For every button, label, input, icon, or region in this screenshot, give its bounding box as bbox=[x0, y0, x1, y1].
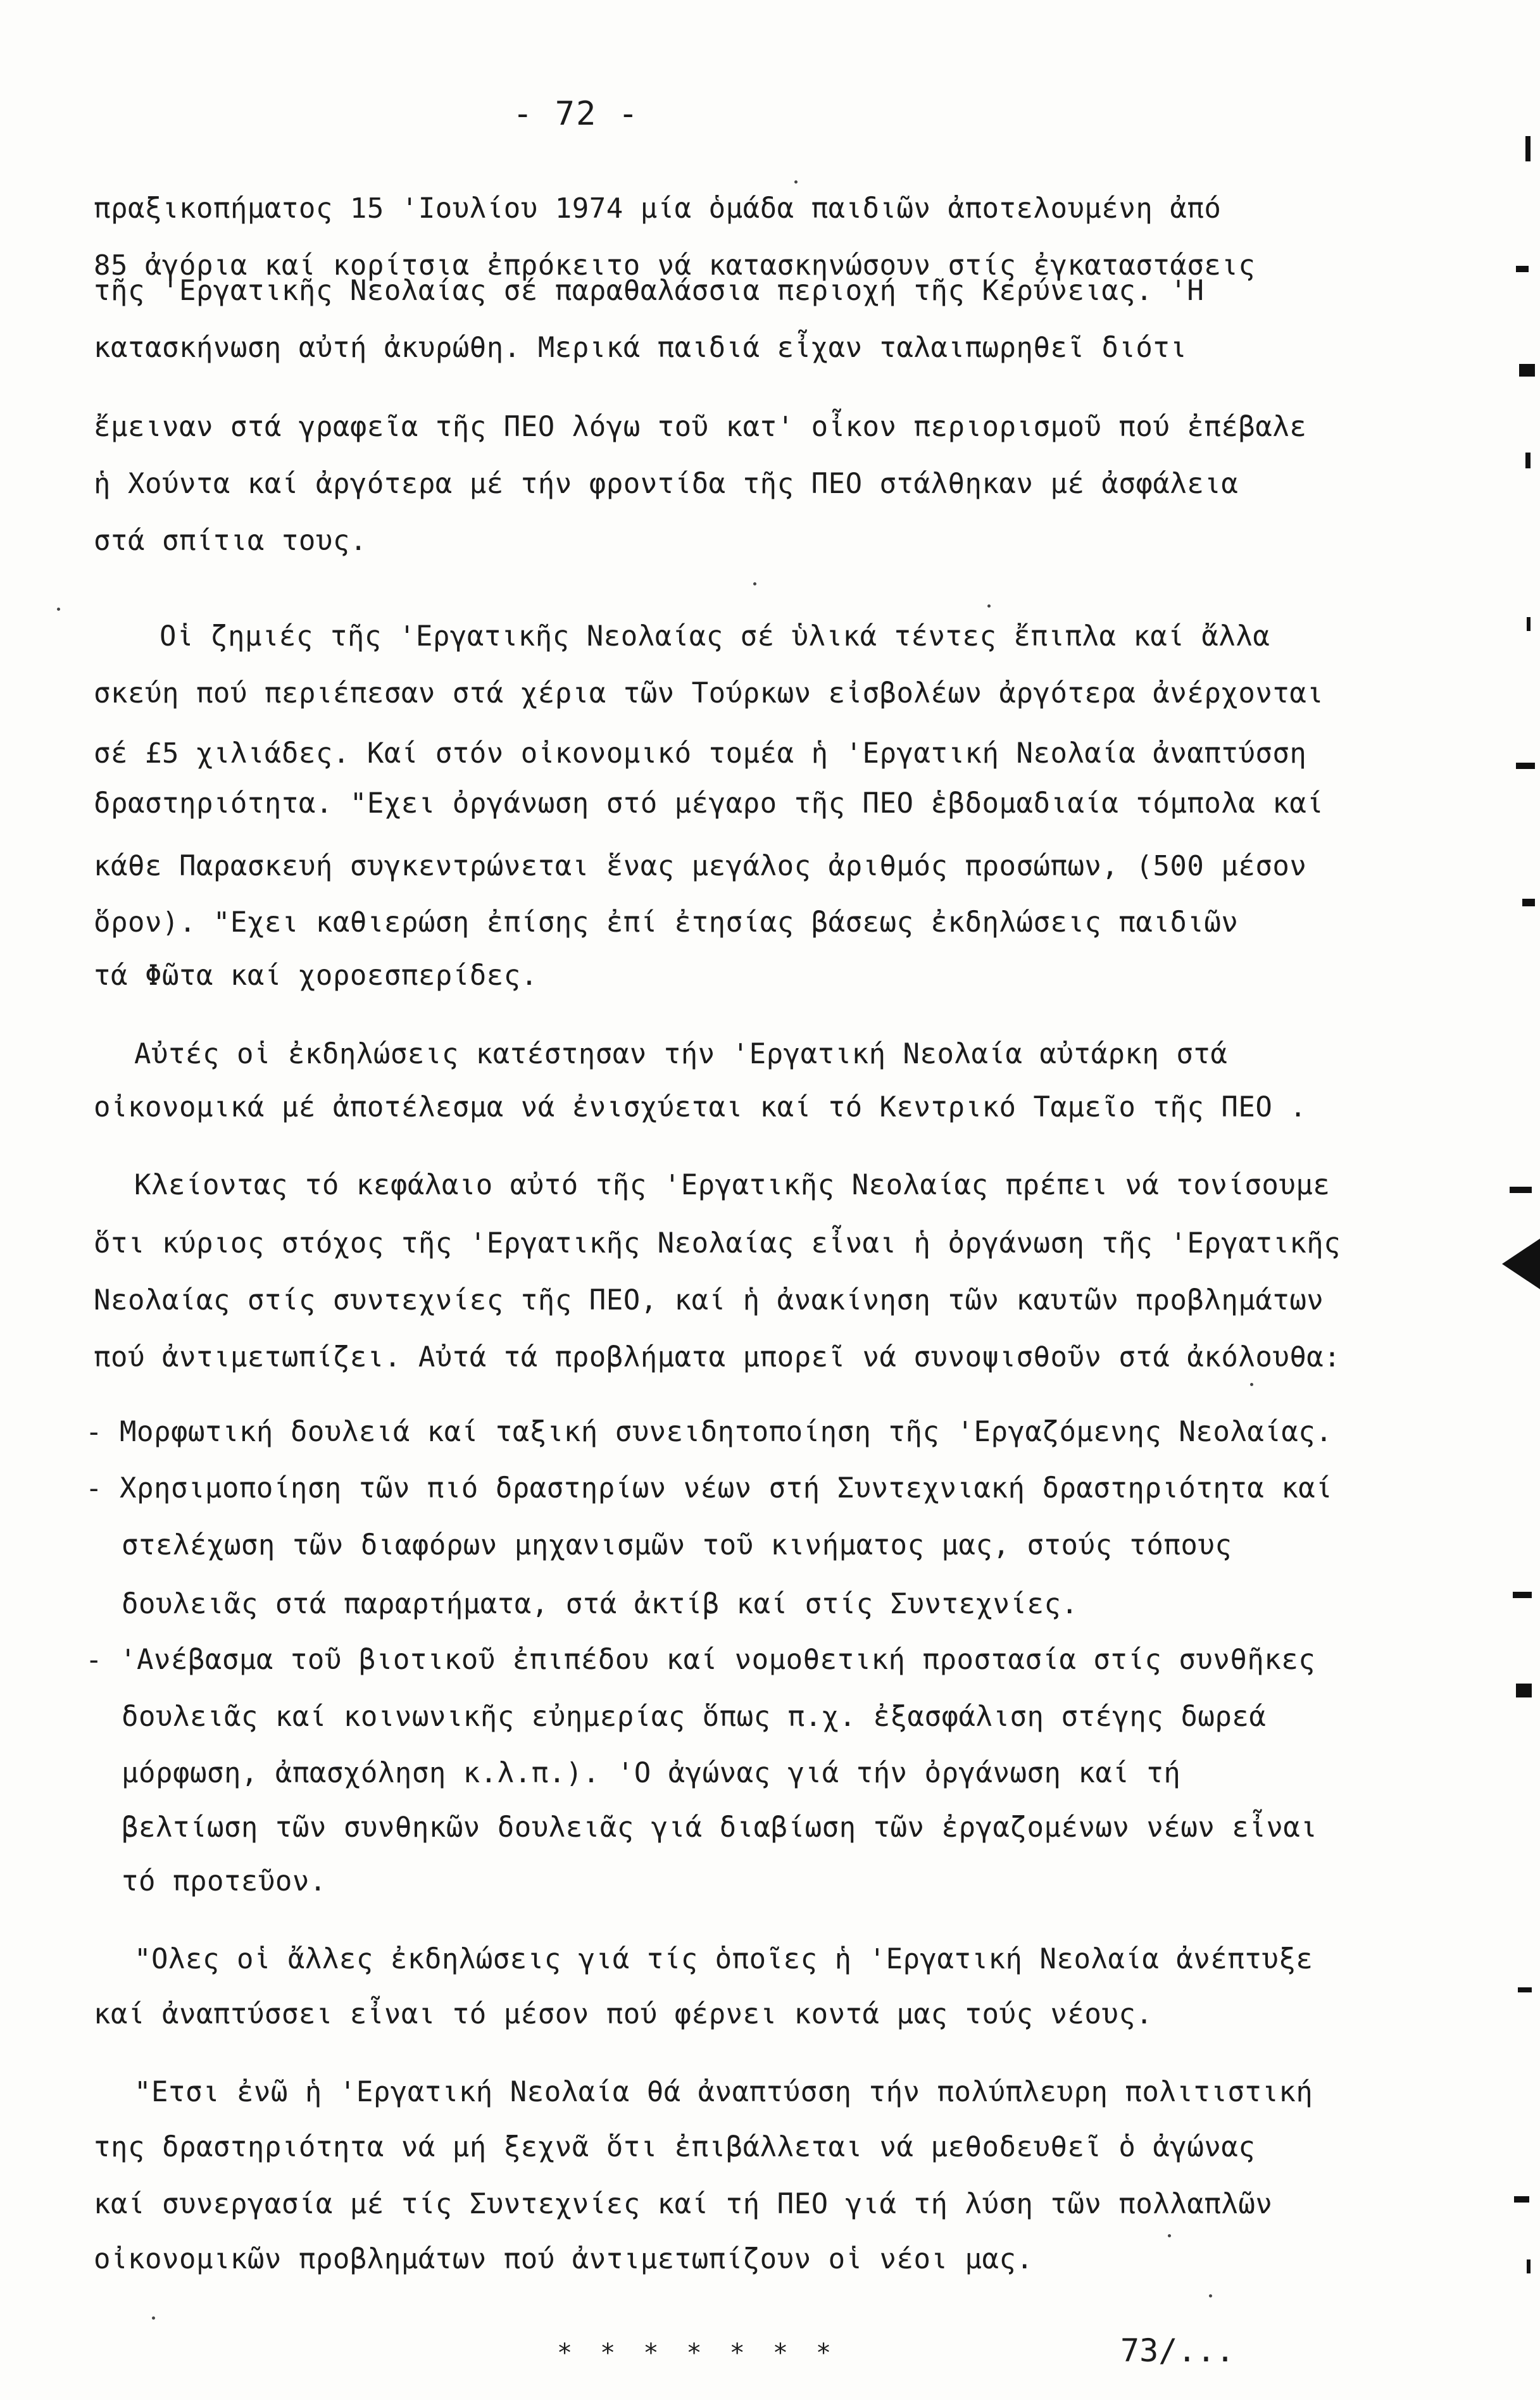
scan-arrow-mark bbox=[1502, 1239, 1540, 1289]
text-line: οἰκονομικῶν προβλημάτων πού ἀντιμετωπίζουν οἱ νέοι μας. bbox=[94, 2243, 1034, 2275]
text-line: τῆς 'Εργατικῆς Νεολαίας σέ παραθαλάσσια περιοχή τῆς Κερύνειας. 'Η bbox=[94, 275, 1205, 307]
speck bbox=[57, 608, 60, 611]
page-number: - 72 - bbox=[513, 95, 639, 133]
scan-mark bbox=[1513, 1592, 1532, 1598]
text-line: δουλειᾶς στά παραρτήματα, στά ἀκτίβ καί στίς Συντεχνίες. bbox=[122, 1588, 1079, 1620]
text-line: ὅτι κύριος στόχος τῆς 'Εργατικῆς Νεολαίας εἶναι ἡ ὀργάνωση τῆς 'Εργατικῆς bbox=[94, 1227, 1341, 1259]
speck bbox=[1250, 1383, 1253, 1386]
text-line: σέ £5 χιλιάδες. Καί στόν οἰκονομικό τομέα ἡ 'Εργατική Νεολαία ἀναπτύσση bbox=[94, 737, 1307, 770]
text-line: 85 ἀγόρια καί κορίτσια ἐπρόκειτο νά κατασκηνώσουν στίς ἐγκαταστάσεις bbox=[94, 249, 1256, 282]
scan-mark bbox=[1522, 899, 1535, 906]
text-line: πραξικοπήματος 15 'Ιουλίου 1974 μία ὁμάδα παιδιῶν ἀποτελουμένη ἀπό bbox=[94, 192, 1222, 225]
scan-mark bbox=[1525, 453, 1531, 468]
text-line: σκεύη πού περιέπεσαν στά χέρια τῶν Τούρκων εἰσβολέων ἀργότερα ἀνέρχονται bbox=[94, 677, 1324, 709]
text-line: Κλείοντας τό κεφάλαιο αὐτό τῆς 'Εργατικῆς Νεολαίας πρέπει νά τονίσουμε bbox=[134, 1169, 1330, 1201]
text-line: μόρφωση, ἀπασχόληση κ.λ.π.). 'Ο ἀγώνας γιά τήν ὀργάνωση καί τή bbox=[122, 1757, 1181, 1789]
text-line: κάθε Παρασκευή συγκεντρώνεται ἕνας μεγάλος ἀριθμός προσώπων, (500 μέσον bbox=[94, 850, 1307, 882]
scan-mark bbox=[1514, 2196, 1529, 2203]
speck bbox=[987, 604, 991, 608]
list-item: - 'Ανέβασμα τοῦ βιοτικοῦ ἐπιπέδου καί νομοθετική προστασία στίς συνθῆκες bbox=[85, 1644, 1316, 1676]
scan-mark bbox=[1516, 1684, 1532, 1697]
text-line: της δραστηριότητα νά μή ξεχνᾶ ὅτι ἐπιβάλλεται νά μεθοδευθεῖ ὁ ἀγώνας bbox=[94, 2131, 1256, 2163]
text-line: πού ἀντιμετωπίζει. Αὐτά τά προβλήματα μπορεῖ νά συνοψισθοῦν στά ἀκόλουθα: bbox=[94, 1341, 1341, 1373]
scan-mark bbox=[1519, 364, 1535, 377]
text-line: δραστηριότητα. "Εχει ὀργάνωση στό μέγαρο τῆς ΠΕΟ ἑβδομαδιαία τόμπολα καί bbox=[94, 787, 1324, 820]
scan-mark bbox=[1527, 617, 1531, 631]
speck bbox=[1209, 2294, 1212, 2297]
scan-mark bbox=[1516, 763, 1535, 769]
scan-mark bbox=[1516, 266, 1529, 272]
text-line: Νεολαίας στίς συντεχνίες τῆς ΠΕΟ, καί ἡ ἀνακίνηση τῶν καυτῶν προβλημάτων bbox=[94, 1284, 1324, 1316]
text-line: ἔμειναν στά γραφεῖα τῆς ΠΕΟ λόγω τοῦ κατ' οἶκον περιορισμοῦ πού ἐπέβαλε bbox=[94, 411, 1307, 443]
scan-mark bbox=[1518, 1987, 1532, 1992]
speck bbox=[1168, 2234, 1171, 2237]
text-line: στά σπίτια τους. bbox=[94, 525, 367, 557]
text-line: "Ολες οἱ ἄλλες ἐκδηλώσεις γιά τίς ὁποῖες ἡ 'Εργατική Νεολαία ἀνέπτυξε bbox=[134, 1943, 1313, 1975]
text-line: ὅρον). "Εχει καθιερώση ἐπίσης ἐπί ἐτησίας βάσεως ἐκδηλώσεις παιδιῶν bbox=[94, 906, 1239, 939]
text-line: καί συνεργασία μέ τίς Συντεχνίες καί τή ΠΕΟ γιά τή λύση τῶν πολλαπλῶν bbox=[94, 2188, 1273, 2220]
speck bbox=[753, 582, 756, 585]
continuation-marker: 73/... bbox=[1120, 2332, 1235, 2369]
scan-mark bbox=[1510, 1187, 1532, 1193]
footer-stars: * * * * * * * bbox=[557, 2339, 838, 2368]
text-line: οἰκονομικά μέ ἀποτέλεσμα νά ἐνισχύεται καί τό Κεντρικό Ταμεῖο τῆς ΠΕΟ . bbox=[94, 1091, 1307, 1123]
text-line: Αὐτές οἱ ἐκδηλώσεις κατέστησαν τήν 'Εργατική Νεολαία αὐτάρκη στά bbox=[134, 1038, 1228, 1070]
speck bbox=[794, 180, 798, 184]
text-line: δουλειᾶς καί κοινωνικῆς εὐημερίας ὅπως π.χ. ἐξασφάλιση στέγης δωρεά bbox=[122, 1701, 1267, 1733]
text-line: "Ετσι ἐνῶ ἡ 'Εργατική Νεολαία θά ἀναπτύσση τήν πολύπλευρη πολιτιστική bbox=[134, 2076, 1313, 2108]
speck bbox=[152, 2316, 155, 2320]
text-line: τά Φῶτα καί χοροεσπερίδες. bbox=[94, 959, 538, 992]
text-line: κατασκήνωση αὐτή ἀκυρώθη. Μερικά παιδιά εἶχαν ταλαιπωρηθεῖ διότι bbox=[94, 332, 1187, 364]
scan-mark bbox=[1527, 2259, 1531, 2273]
text-line: ἡ Χούντα καί ἀργότερα μέ τήν φροντίδα τῆς ΠΕΟ στάλθηκαν μέ ἀσφάλεια bbox=[94, 468, 1239, 500]
list-item: - Χρησιμοποίηση τῶν πιό δραστηρίων νέων στή Συντεχνιακή δραστηριότητα καί bbox=[85, 1472, 1333, 1504]
text-line: τό προτεῦον. bbox=[122, 1865, 327, 1897]
text-line: στελέχωση τῶν διαφόρων μηχανισμῶν τοῦ κινήματος μας, στούς τόπους bbox=[122, 1529, 1232, 1561]
text-line: καί ἀναπτύσσει εἶναι τό μέσον πού φέρνει κοντά μας τούς νέους. bbox=[94, 1998, 1153, 2030]
scan-mark bbox=[1525, 136, 1531, 161]
list-item: - Μορφωτική δουλειά καί ταξική συνειδητοποίηση τῆς 'Εργαζόμενης Νεολαίας. bbox=[85, 1416, 1333, 1448]
text-line: Οἱ ζημιές τῆς 'Εργατικῆς Νεολαίας σέ ὑλικά τέντες ἔπιπλα καί ἄλλα bbox=[160, 620, 1270, 653]
text-line: βελτίωση τῶν συνθηκῶν δουλειᾶς γιά διαβίωση τῶν ἐργαζομένων νέων εἶναι bbox=[122, 1811, 1318, 1844]
